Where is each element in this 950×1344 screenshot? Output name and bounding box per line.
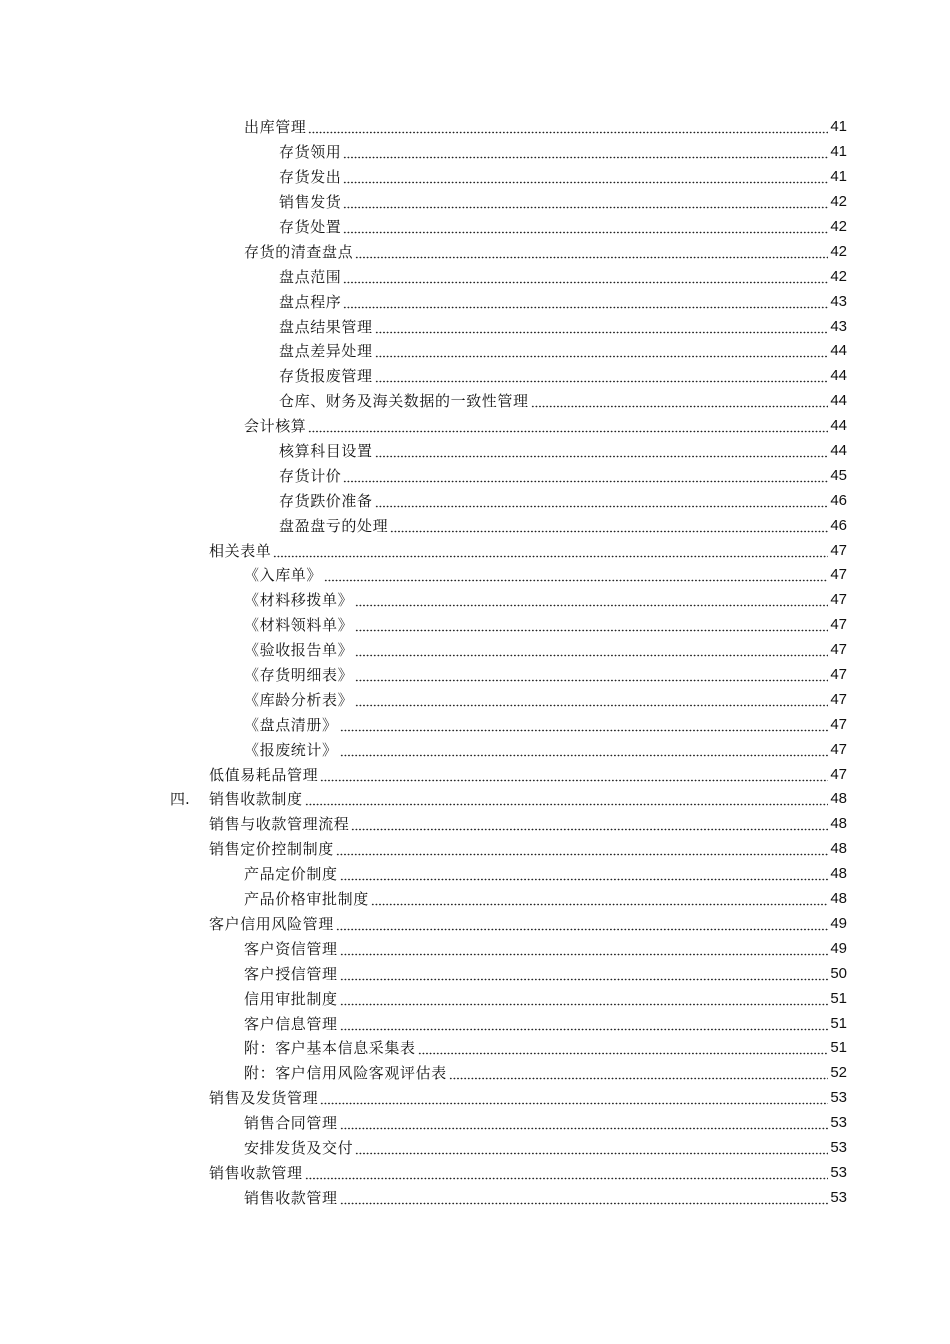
toc-entry-page: 47 (830, 591, 847, 609)
dot-leader (355, 242, 828, 262)
dot-leader (418, 1038, 829, 1058)
dot-leader (390, 516, 828, 536)
dot-leader (343, 167, 828, 187)
dot-leader (449, 1063, 829, 1083)
toc-entry-title: 存货跌价准备 (279, 491, 373, 510)
toc-entry-title: 客户信息管理 (244, 1014, 338, 1033)
toc-entry[interactable] (0, 663, 950, 688)
toc-entry-title: 存货处置 (279, 218, 342, 236)
toc-entry-page: 53 (830, 1163, 847, 1181)
toc-entry-title: 《材料移拨单》 (244, 591, 354, 610)
toc-entry-page: 46 (830, 491, 847, 509)
toc-entry-chapter[interactable] (0, 787, 950, 812)
toc-entry-title: 《报废统计》 (244, 740, 338, 759)
toc-entry-title: 《库龄分析表》 (244, 690, 354, 709)
toc-entry-page: 47 (830, 641, 847, 659)
toc-entry[interactable] (0, 215, 950, 240)
toc-entry-page: 48 (830, 865, 847, 883)
toc-entry[interactable] (0, 389, 950, 414)
toc-entry[interactable] (0, 513, 950, 538)
dot-leader (355, 690, 828, 710)
toc-entry-page: 42 (830, 267, 847, 285)
toc-entry-title: 客户授信管理 (244, 964, 338, 983)
dot-leader (375, 366, 829, 386)
toc-entry[interactable] (0, 862, 950, 887)
toc-entry-title: 客户信用风险管理 (209, 914, 334, 933)
toc-entry[interactable] (0, 912, 950, 937)
toc-entry-title: 销售合同管理 (244, 1114, 338, 1133)
toc-entry-title: 销售与收款管理流程 (209, 815, 350, 834)
dot-leader (355, 1138, 828, 1158)
dot-leader (308, 117, 828, 137)
table-of-contents (0, 115, 950, 1210)
dot-leader (320, 765, 828, 785)
toc-entry-page: 53 (830, 1188, 847, 1206)
toc-entry-page: 41 (830, 143, 847, 161)
toc-entry-title: 存货报废管理 (279, 367, 373, 386)
dot-leader (320, 1088, 828, 1108)
toc-entry-page: 49 (830, 914, 847, 932)
toc-entry[interactable] (0, 314, 950, 339)
toc-entry-page: 47 (830, 566, 847, 584)
dot-leader (340, 715, 829, 735)
dot-leader (343, 466, 828, 486)
dot-leader (375, 317, 829, 337)
toc-chapter-number: 四. (170, 790, 190, 809)
toc-entry[interactable] (0, 1061, 950, 1086)
toc-entry-page: 48 (830, 890, 847, 908)
toc-entry[interactable] (0, 538, 950, 563)
toc-entry-page: 48 (830, 815, 847, 833)
toc-entry-page: 46 (830, 516, 847, 534)
dot-leader (343, 142, 828, 162)
toc-entry[interactable] (0, 762, 950, 787)
toc-entry-title: 客户资信管理 (244, 939, 338, 958)
toc-entry-title: 盘点结果管理 (279, 317, 373, 336)
toc-entry[interactable] (0, 165, 950, 190)
toc-entry-title: 仓库、财务及海关数据的一致性管理 (279, 392, 529, 411)
toc-entry[interactable] (0, 115, 950, 140)
toc-entry[interactable] (0, 1111, 950, 1136)
toc-entry[interactable] (0, 936, 950, 961)
dot-leader (355, 640, 828, 660)
toc-entry[interactable] (0, 1160, 950, 1185)
toc-entry[interactable] (0, 439, 950, 464)
toc-entry-page: 53 (830, 1114, 847, 1132)
toc-entry-title: 出库管理 (244, 118, 307, 137)
toc-entry[interactable] (0, 812, 950, 837)
toc-entry-page: 41 (830, 168, 847, 186)
dot-leader (305, 789, 829, 809)
toc-entry[interactable] (0, 837, 950, 862)
toc-entry-page: 44 (830, 342, 847, 360)
toc-entry-title: 信用审批制度 (244, 989, 338, 1008)
toc-entry-page: 42 (830, 242, 847, 260)
toc-entry-title: 销售收款管理 (209, 1163, 303, 1182)
dot-leader (336, 914, 829, 934)
toc-entry-title: 存货计价 (279, 466, 342, 485)
toc-entry-page: 48 (830, 840, 847, 858)
toc-entry-title: 盘点范围 (279, 267, 342, 286)
dot-leader (340, 1188, 829, 1208)
toc-entry[interactable] (0, 1185, 950, 1210)
toc-entry-page: 44 (830, 417, 847, 435)
dot-leader (308, 416, 828, 436)
dot-leader (336, 839, 829, 859)
dot-leader (273, 541, 828, 561)
toc-entry-title: 附：客户信用风险客观评估表 (244, 1064, 447, 1083)
toc-entry-title: 低值易耗品管理 (209, 765, 319, 784)
toc-entry-page: 51 (830, 1014, 847, 1032)
toc-entry-title: 销售定价控制制度 (209, 840, 334, 859)
toc-entry-page: 51 (830, 989, 847, 1007)
toc-entry-title: 《入库单》 (244, 566, 323, 585)
toc-entry[interactable] (0, 1086, 950, 1111)
toc-entry-title: 存货领用 (279, 143, 342, 162)
toc-entry-page: 53 (830, 1089, 847, 1107)
dot-leader (531, 391, 829, 411)
toc-entry-page: 47 (830, 740, 847, 758)
toc-entry-title: 《验收报告单》 (244, 641, 354, 660)
toc-entry[interactable] (0, 289, 950, 314)
toc-entry-title: 存货的清查盘点 (244, 242, 354, 261)
toc-entry-page: 44 (830, 442, 847, 460)
toc-entry-page: 44 (830, 392, 847, 410)
dot-leader (324, 565, 828, 585)
toc-entry[interactable] (0, 1036, 950, 1061)
toc-entry-title: 盘点程序 (279, 292, 342, 311)
dot-leader (340, 939, 829, 959)
toc-entry-page: 49 (830, 939, 847, 957)
dot-leader (375, 491, 829, 511)
toc-entry-page: 47 (830, 765, 847, 783)
dot-leader (340, 864, 829, 884)
toc-entry-page: 45 (830, 466, 847, 484)
toc-entry-page: 47 (830, 690, 847, 708)
toc-entry[interactable] (0, 190, 950, 215)
toc-entry[interactable] (0, 638, 950, 663)
toc-entry[interactable] (0, 588, 950, 613)
toc-entry[interactable] (0, 140, 950, 165)
dot-leader (340, 989, 829, 1009)
toc-entry[interactable] (0, 737, 950, 762)
toc-entry-title: 盘盈盘亏的处理 (279, 516, 389, 535)
dot-leader (340, 740, 829, 760)
toc-entry-title: 销售收款制度 (209, 790, 303, 809)
toc-entry-title: 存货发出 (279, 168, 342, 187)
toc-entry-page: 44 (830, 367, 847, 385)
toc-entry-title: 销售收款管理 (244, 1188, 338, 1207)
dot-leader (355, 615, 828, 635)
toc-entry-page: 48 (830, 790, 847, 808)
toc-entry-title: 销售发货 (279, 193, 342, 212)
toc-entry-title: 《材料领料单》 (244, 616, 354, 635)
toc-entry-title: 安排发货及交付 (244, 1138, 354, 1157)
toc-entry[interactable] (0, 563, 950, 588)
toc-entry-page: 47 (830, 715, 847, 733)
toc-entry-page: 53 (830, 1138, 847, 1156)
dot-leader (343, 192, 828, 212)
dot-leader (371, 889, 829, 909)
toc-entry[interactable] (0, 364, 950, 389)
toc-entry[interactable] (0, 887, 950, 912)
dot-leader (355, 590, 828, 610)
toc-entry[interactable] (0, 339, 950, 364)
toc-entry-page: 50 (830, 964, 847, 982)
toc-entry-title: 《盘点清册》 (244, 715, 338, 734)
dot-leader (340, 1014, 829, 1034)
toc-entry[interactable] (0, 463, 950, 488)
toc-entry-page: 52 (830, 1064, 847, 1082)
toc-entry-title: 附：客户基本信息采集表 (244, 1039, 416, 1058)
toc-entry-page: 42 (830, 218, 847, 235)
toc-entry[interactable] (0, 613, 950, 638)
toc-entry-title: 相关表单 (209, 541, 272, 560)
dot-leader (355, 665, 828, 685)
toc-entry-title: 《存货明细表》 (244, 666, 354, 685)
toc-entry[interactable] (0, 961, 950, 986)
dot-leader (375, 441, 829, 461)
toc-entry-page: 47 (830, 666, 847, 684)
toc-entry[interactable] (0, 986, 950, 1011)
toc-entry-page: 42 (830, 193, 847, 211)
toc-entry-title: 产品定价制度 (244, 865, 338, 884)
dot-leader (343, 267, 828, 287)
toc-entry-page: 51 (830, 1039, 847, 1057)
toc-entry-title: 产品价格审批制度 (244, 890, 369, 909)
toc-entry-title: 核算科目设置 (279, 442, 373, 461)
toc-entry-title: 销售及发货管理 (209, 1089, 319, 1108)
toc-entry-page: 41 (830, 118, 847, 136)
toc-entry[interactable] (0, 488, 950, 513)
dot-leader (343, 292, 828, 312)
toc-entry[interactable] (0, 687, 950, 712)
toc-entry[interactable] (0, 1136, 950, 1161)
toc-entry-title: 盘点差异处理 (279, 342, 373, 361)
toc-entry-page: 43 (830, 317, 847, 335)
dot-leader (375, 341, 829, 361)
dot-leader (351, 814, 828, 834)
toc-entry-page: 43 (830, 292, 847, 310)
toc-entry[interactable] (0, 712, 950, 737)
dot-leader (340, 1113, 829, 1133)
toc-entry[interactable] (0, 1011, 950, 1036)
toc-entry[interactable] (0, 264, 950, 289)
toc-entry-title: 会计核算 (244, 417, 307, 436)
dot-leader (343, 217, 828, 237)
dot-leader (305, 1163, 829, 1183)
toc-entry-page: 47 (830, 616, 847, 634)
dot-leader (340, 964, 829, 984)
toc-entry[interactable] (0, 414, 950, 439)
toc-entry-page: 47 (830, 541, 847, 559)
toc-entry[interactable] (0, 239, 950, 264)
